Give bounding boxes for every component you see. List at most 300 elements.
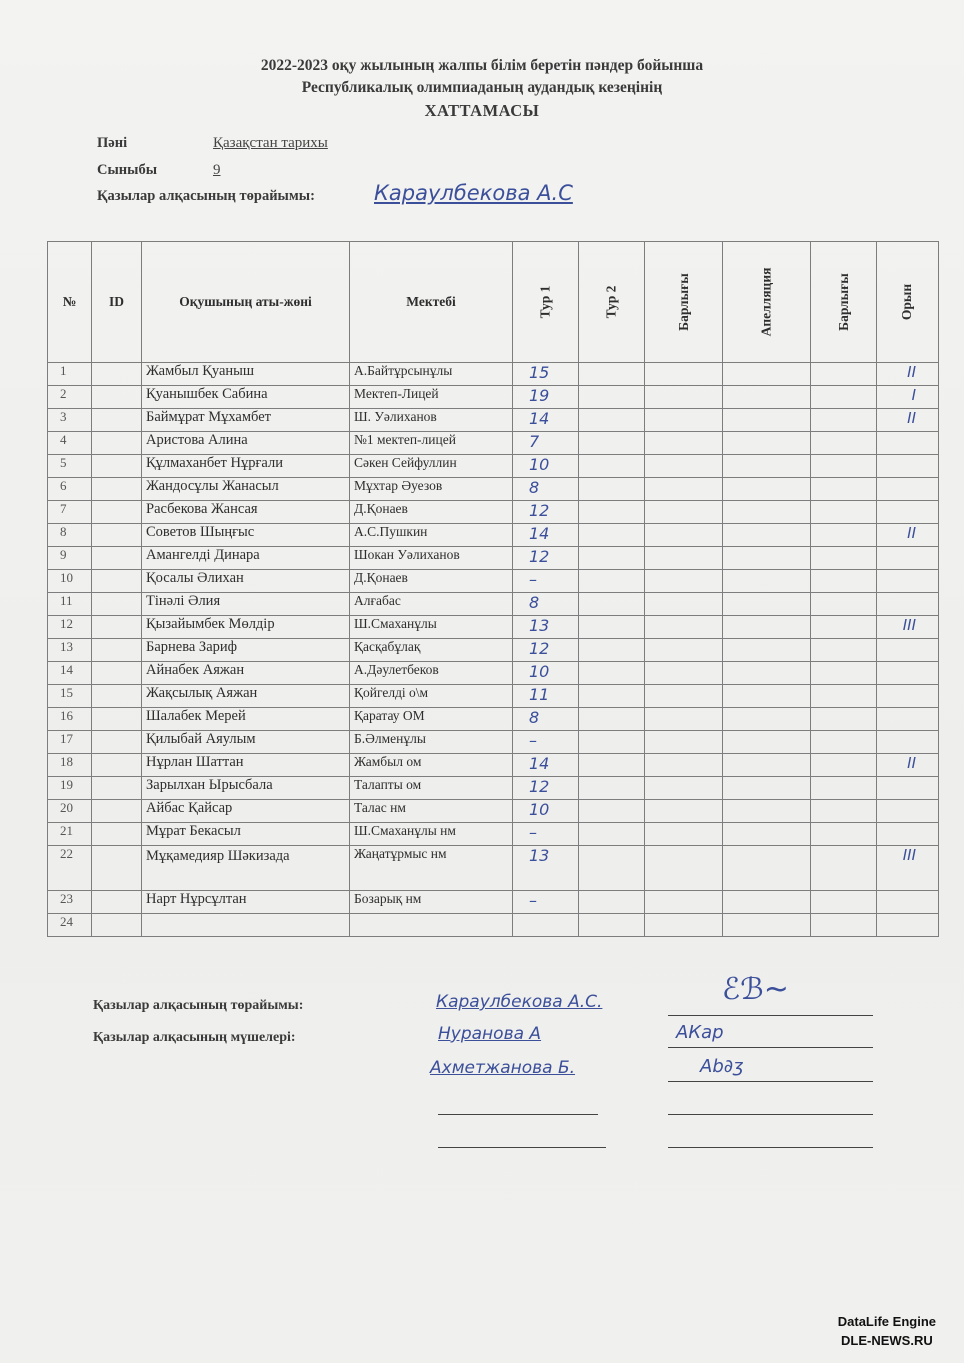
results-table (47, 241, 939, 937)
row-appeal (723, 800, 811, 823)
row-appeal (723, 616, 811, 639)
row-round2-score (579, 501, 645, 524)
row-appeal (723, 846, 811, 891)
row-number: 21 (48, 823, 92, 846)
row-school: Бозарық нм (350, 891, 513, 914)
row-round1-score: 14 (513, 754, 579, 777)
row-total (645, 731, 723, 754)
row-round1-score: 8 (513, 478, 579, 501)
row-number: 12 (48, 616, 92, 639)
row-number: 10 (48, 570, 92, 593)
row-number: 20 (48, 800, 92, 823)
grade-value: 9 (213, 162, 221, 178)
table-row (48, 846, 939, 891)
row-number: 23 (48, 891, 92, 914)
row-total (645, 478, 723, 501)
col-appeal: Апелляция (723, 242, 811, 363)
row-place: III (877, 616, 939, 639)
table-row (48, 662, 939, 685)
row-place (877, 432, 939, 455)
row-school: Ш.Смаханұлы (350, 616, 513, 639)
row-school: Ш.Смаханұлы нм (350, 823, 513, 846)
table-row (48, 570, 939, 593)
header-title: ХАТТАМАСЫ (424, 101, 540, 120)
row-appeal (723, 524, 811, 547)
row-total (645, 524, 723, 547)
row-school: Шокан Уәлиханов (350, 547, 513, 570)
row-student-name: Мұрат Бекасыл (142, 823, 350, 846)
row-total (645, 386, 723, 409)
row-id (92, 731, 142, 754)
row-round2-score (579, 363, 645, 386)
row-total (645, 501, 723, 524)
row-round2-score (579, 547, 645, 570)
row-appeal (723, 432, 811, 455)
row-total-final (811, 478, 877, 501)
row-id (92, 478, 142, 501)
row-school: Б.Әлменұлы (350, 731, 513, 754)
row-place (877, 685, 939, 708)
col-round2: Тур 2 (579, 242, 645, 363)
row-total (645, 914, 723, 937)
row-total (645, 363, 723, 386)
row-id (92, 593, 142, 616)
table-row (48, 891, 939, 914)
row-student-name: Қосалы Әлихан (142, 570, 350, 593)
row-round1-score: 10 (513, 455, 579, 478)
row-student-name (142, 914, 350, 937)
row-round1-score: 12 (513, 777, 579, 800)
row-round2-score (579, 685, 645, 708)
row-round1-score: 14 (513, 409, 579, 432)
blank-line-right-1 (668, 1113, 873, 1115)
row-appeal (723, 914, 811, 937)
row-round1-score: – (513, 823, 579, 846)
grade-label: Сыныбы (97, 162, 158, 178)
row-total (645, 616, 723, 639)
row-round1-score: – (513, 731, 579, 754)
row-id (92, 432, 142, 455)
table-row (48, 455, 939, 478)
row-total-final (811, 754, 877, 777)
row-school (350, 914, 513, 937)
row-total-final (811, 432, 877, 455)
row-total-final (811, 501, 877, 524)
table-row (48, 823, 939, 846)
row-place: II (877, 524, 939, 547)
row-total (645, 547, 723, 570)
row-place: II (877, 409, 939, 432)
table-row (48, 731, 939, 754)
row-school: Мұхтар Әуезов (350, 478, 513, 501)
row-place (877, 662, 939, 685)
row-id (92, 891, 142, 914)
row-round2-score (579, 616, 645, 639)
row-place (877, 731, 939, 754)
row-student-name: Амангелді Динара (142, 547, 350, 570)
blank-line-left-1 (438, 1113, 598, 1115)
chair-handwritten: Караулбекова А.С (374, 181, 573, 205)
row-total-final (811, 662, 877, 685)
row-total-final (811, 547, 877, 570)
row-student-name: Нарт Нұрсұлтан (142, 891, 350, 914)
row-round2-score (579, 524, 645, 547)
row-place (877, 455, 939, 478)
row-round2-score (579, 891, 645, 914)
chair-signature-mark: ℰℬ~ (722, 972, 789, 1007)
col-total-final: Барлығы (811, 242, 877, 363)
row-place (877, 823, 939, 846)
row-round1-score: 12 (513, 639, 579, 662)
table-row (48, 777, 939, 800)
table-row (48, 524, 939, 547)
row-total (645, 639, 723, 662)
row-total-final (811, 731, 877, 754)
row-appeal (723, 777, 811, 800)
row-place (877, 501, 939, 524)
row-total-final (811, 777, 877, 800)
row-total (645, 800, 723, 823)
row-total (645, 846, 723, 891)
row-round1-score: 12 (513, 547, 579, 570)
table-row (48, 914, 939, 937)
row-student-name: Баймұрат Мұхамбет (142, 409, 350, 432)
row-school: Сәкен Сейфуллин (350, 455, 513, 478)
row-school: Д.Қонаев (350, 501, 513, 524)
row-round1-score: 8 (513, 593, 579, 616)
row-id (92, 914, 142, 937)
row-appeal (723, 754, 811, 777)
row-student-name: Тінәлі Әлия (142, 593, 350, 616)
row-number: 8 (48, 524, 92, 547)
row-number: 16 (48, 708, 92, 731)
row-student-name: Нұрлан Шаттан (142, 754, 350, 777)
row-appeal (723, 409, 811, 432)
row-appeal (723, 570, 811, 593)
row-round2-score (579, 708, 645, 731)
row-student-name: Қуанышбек Сабина (142, 386, 350, 409)
col-id: ID (92, 242, 142, 363)
row-school: Талапты ом (350, 777, 513, 800)
row-number: 2 (48, 386, 92, 409)
row-school: Алғабас (350, 593, 513, 616)
watermark (838, 1312, 936, 1350)
row-round2-score (579, 639, 645, 662)
table-row (48, 547, 939, 570)
watermark-line2: DLE-NEWS.RU (841, 1333, 933, 1348)
member1-signature-mark: АКар (676, 1022, 724, 1043)
row-round1-score: – (513, 570, 579, 593)
row-appeal (723, 455, 811, 478)
row-round2-score (579, 478, 645, 501)
row-total (645, 777, 723, 800)
row-school: Ш. Уәлиханов (350, 409, 513, 432)
col-round1: Тур 1 (513, 242, 579, 363)
table-row (48, 363, 939, 386)
row-round1-score: 15 (513, 363, 579, 386)
footer-chair-label: Қазылар алқасының төрайымы: (93, 998, 304, 1013)
table-row (48, 639, 939, 662)
row-round1-score (513, 914, 579, 937)
row-total-final (811, 708, 877, 731)
row-round2-score (579, 432, 645, 455)
row-id (92, 685, 142, 708)
table-row (48, 616, 939, 639)
row-total (645, 891, 723, 914)
row-round2-score (579, 846, 645, 891)
row-appeal (723, 501, 811, 524)
row-number: 19 (48, 777, 92, 800)
row-student-name: Расбекова Жансая (142, 501, 350, 524)
row-place (877, 800, 939, 823)
row-total (645, 455, 723, 478)
col-school: Мектебі (350, 242, 513, 363)
row-appeal (723, 891, 811, 914)
row-id (92, 639, 142, 662)
row-total-final (811, 570, 877, 593)
row-total-final (811, 639, 877, 662)
row-id (92, 386, 142, 409)
row-school: Қойгелді о\м (350, 685, 513, 708)
row-student-name: Советов Шыңғыс (142, 524, 350, 547)
row-round1-score: 8 (513, 708, 579, 731)
row-number: 14 (48, 662, 92, 685)
row-id (92, 363, 142, 386)
row-number: 24 (48, 914, 92, 937)
row-place (877, 891, 939, 914)
row-appeal (723, 708, 811, 731)
row-number: 18 (48, 754, 92, 777)
row-school: А.Байтұрсынұлы (350, 363, 513, 386)
watermark-line1: DataLife Engine (837, 1314, 936, 1329)
row-student-name: Зарылхан Ырысбала (142, 777, 350, 800)
footer-members-label: Қазылар алқасының мүшелері: (93, 1030, 296, 1045)
chair-label: Қазылар алқасының төрайымы: (97, 188, 315, 204)
row-place (877, 639, 939, 662)
row-place (877, 914, 939, 937)
row-number: 11 (48, 593, 92, 616)
blank-line-left-2 (438, 1146, 606, 1148)
table-row (48, 386, 939, 409)
row-appeal (723, 685, 811, 708)
row-number: 15 (48, 685, 92, 708)
row-number: 3 (48, 409, 92, 432)
row-round1-score: 12 (513, 501, 579, 524)
row-total-final (811, 386, 877, 409)
row-round2-score (579, 823, 645, 846)
row-total (645, 593, 723, 616)
row-student-name: Шалабек Мерей (142, 708, 350, 731)
row-total-final (811, 914, 877, 937)
row-round2-score (579, 409, 645, 432)
row-round2-score (579, 593, 645, 616)
member2-signature-mark: Ab∂ʒ (700, 1056, 744, 1077)
table-row (48, 478, 939, 501)
row-round1-score: 10 (513, 800, 579, 823)
row-appeal (723, 731, 811, 754)
row-place (877, 708, 939, 731)
row-id (92, 823, 142, 846)
row-id (92, 846, 142, 891)
row-appeal (723, 662, 811, 685)
member2-signature-line (668, 1080, 873, 1082)
chair-signature-line (668, 1014, 873, 1016)
row-student-name: Жақсылық Аяжан (142, 685, 350, 708)
table-header-row (48, 242, 939, 363)
row-school: Д.Қонаев (350, 570, 513, 593)
row-place: III (877, 846, 939, 891)
col-total: Барлығы (645, 242, 723, 363)
row-place (877, 570, 939, 593)
row-total-final (811, 685, 877, 708)
row-student-name: Жандосұлы Жанасыл (142, 478, 350, 501)
row-round2-score (579, 570, 645, 593)
row-number: 7 (48, 501, 92, 524)
header-line-1: 2022-2023 оқу жылының жалпы білім беретін пәндер бойынша (260, 57, 704, 74)
row-round2-score (579, 800, 645, 823)
row-round1-score: 10 (513, 662, 579, 685)
row-school: Жамбыл ом (350, 754, 513, 777)
table-row (48, 800, 939, 823)
row-number: 6 (48, 478, 92, 501)
row-appeal (723, 547, 811, 570)
row-appeal (723, 639, 811, 662)
row-id (92, 524, 142, 547)
row-school: А.Дәулетбеков (350, 662, 513, 685)
row-id (92, 547, 142, 570)
row-total (645, 685, 723, 708)
row-number: 13 (48, 639, 92, 662)
row-round1-score: 7 (513, 432, 579, 455)
row-number: 4 (48, 432, 92, 455)
row-student-name: Құлмаханбет Нұрғали (142, 455, 350, 478)
row-round2-score (579, 914, 645, 937)
member2-name: Ахметжанова Б. (430, 1058, 576, 1078)
row-round1-score: 13 (513, 846, 579, 891)
row-student-name: Қызайымбек Мөлдір (142, 616, 350, 639)
row-appeal (723, 363, 811, 386)
row-school: Жаңатұрмыс нм (350, 846, 513, 891)
subject-label: Пәні (97, 135, 128, 151)
chair-signature-name: Караулбекова А.С. (436, 992, 603, 1012)
row-total (645, 432, 723, 455)
table-row (48, 685, 939, 708)
row-student-name: Айбас Қайсар (142, 800, 350, 823)
row-appeal (723, 593, 811, 616)
row-id (92, 777, 142, 800)
row-number: 1 (48, 363, 92, 386)
table-row (48, 754, 939, 777)
row-total-final (811, 823, 877, 846)
row-round1-score: 11 (513, 685, 579, 708)
row-round2-score (579, 455, 645, 478)
row-total-final (811, 363, 877, 386)
row-id (92, 501, 142, 524)
header-line-2: Республикалық олимпиаданың аудандық кезеңінің (301, 79, 663, 96)
row-id (92, 800, 142, 823)
member1-signature-line (668, 1046, 873, 1048)
row-student-name: Мұқамедияр Шәкизада (142, 846, 350, 891)
row-appeal (723, 478, 811, 501)
row-total-final (811, 409, 877, 432)
row-place: II (877, 754, 939, 777)
row-id (92, 409, 142, 432)
row-round2-score (579, 386, 645, 409)
row-id (92, 455, 142, 478)
row-id (92, 570, 142, 593)
row-school: Мектеп-Лицей (350, 386, 513, 409)
row-school: Қасқабұлақ (350, 639, 513, 662)
row-id (92, 616, 142, 639)
subject-value: Қазақстан тарихы (213, 135, 328, 151)
col-number: № (48, 242, 92, 363)
table-row (48, 432, 939, 455)
row-total (645, 823, 723, 846)
col-place: Орын (877, 242, 939, 363)
row-round1-score: – (513, 891, 579, 914)
row-round2-score (579, 754, 645, 777)
row-total-final (811, 616, 877, 639)
row-total (645, 708, 723, 731)
row-total-final (811, 891, 877, 914)
row-total (645, 570, 723, 593)
row-appeal (723, 386, 811, 409)
row-id (92, 754, 142, 777)
row-number: 22 (48, 846, 92, 891)
row-total-final (811, 800, 877, 823)
row-number: 5 (48, 455, 92, 478)
row-round1-score: 19 (513, 386, 579, 409)
row-student-name: Аристова Алина (142, 432, 350, 455)
col-name: Оқушының аты-жөні (142, 242, 350, 363)
row-round2-score (579, 662, 645, 685)
row-total (645, 409, 723, 432)
row-total (645, 662, 723, 685)
row-total-final (811, 524, 877, 547)
table-row (48, 409, 939, 432)
row-round1-score: 13 (513, 616, 579, 639)
row-school: №1 мектеп-лицей (350, 432, 513, 455)
row-place (877, 478, 939, 501)
row-student-name: Айнабек Аяжан (142, 662, 350, 685)
row-id (92, 708, 142, 731)
row-round2-score (579, 777, 645, 800)
row-place (877, 593, 939, 616)
row-place (877, 777, 939, 800)
table-row (48, 501, 939, 524)
row-total (645, 754, 723, 777)
row-appeal (723, 823, 811, 846)
row-place: I (877, 386, 939, 409)
row-place: II (877, 363, 939, 386)
table-row (48, 708, 939, 731)
row-round2-score (579, 731, 645, 754)
row-number: 9 (48, 547, 92, 570)
row-place (877, 547, 939, 570)
row-total-final (811, 455, 877, 478)
row-id (92, 662, 142, 685)
row-school: Қаратау ОМ (350, 708, 513, 731)
row-school: Талас нм (350, 800, 513, 823)
row-student-name: Барнева Зариф (142, 639, 350, 662)
row-total-final (811, 846, 877, 891)
row-student-name: Жамбыл Қуаныш (142, 363, 350, 386)
blank-line-right-2 (668, 1146, 873, 1148)
table-row (48, 593, 939, 616)
row-total-final (811, 593, 877, 616)
member1-name: Нуранова А (438, 1024, 542, 1044)
row-round1-score: 14 (513, 524, 579, 547)
